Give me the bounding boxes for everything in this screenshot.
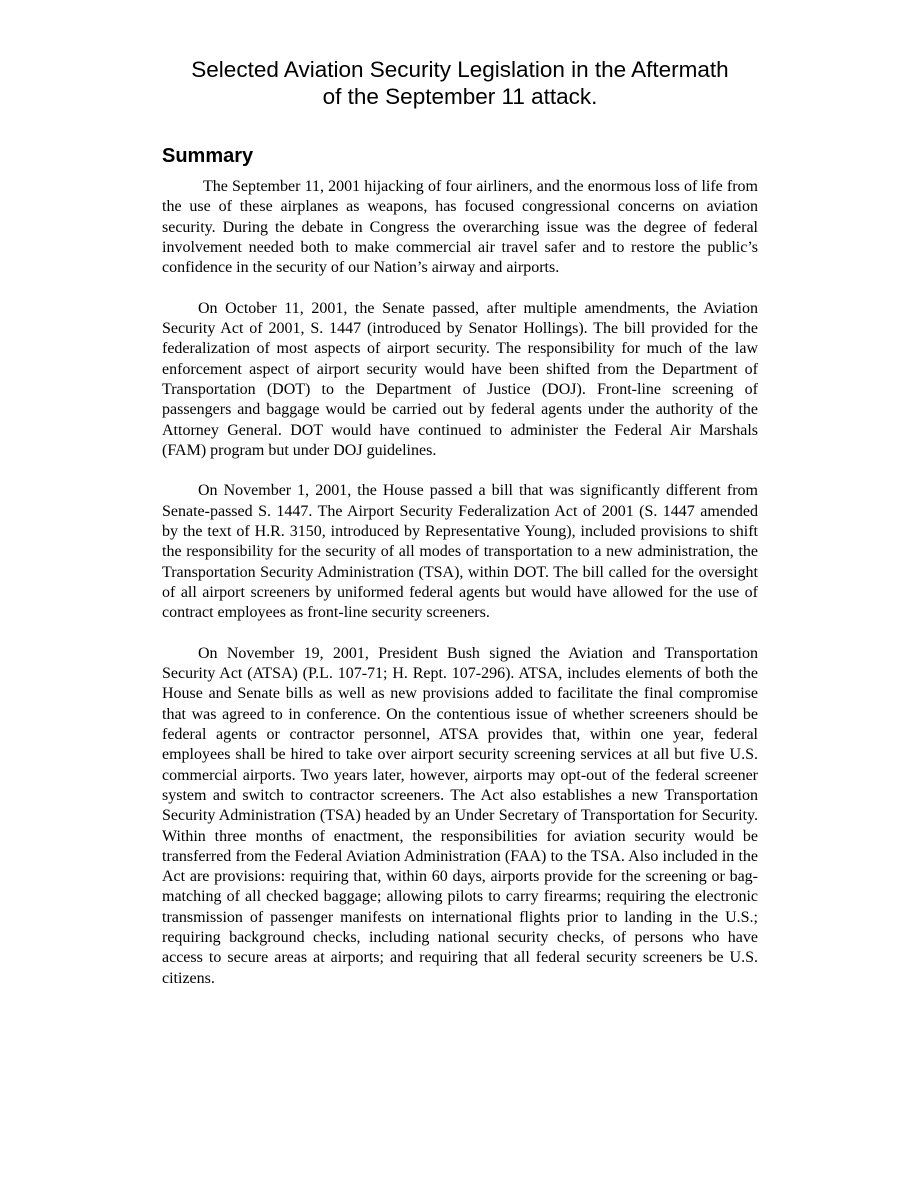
summary-paragraph-2: On October 11, 2001, the Senate passed, after multiple amendments, the Aviation Security Act of 2001, S. 1447 (introduced by Senator Hollings). The bill provided for the federalization of most aspects of airport security. The responsibility for much of the law enforcement aspect of airport security would have been shifted from the Department of Transportation (DOT) to the Department of Justice (DOJ). Front-line screening of passengers and baggage would be carried out by federal agents under the authority of the Attorney General. DOT would have continued to administer the Federal Air Marshals (FAM) program but under DOJ guidelines. [162, 299, 758, 459]
summary-paragraph-1: The September 11, 2001 hijacking of four airliners, and the enormous loss of life from the use of these airplanes as weapons, has focused congressional concerns on aviation security. During the debate in Congress the overarching issue was the degree of federal involvement needed both to make commercial air travel safer and to restore the public’s confidence in the security of our Nation’s airway and airports. [162, 178, 758, 277]
summary-paragraph-4: On November 19, 2001, President Bush signed the Aviation and Transportation Security Act (ATSA) (P.L. 107-71; H. Rept. 107-296). ATSA, includes elements of both the House and Senate bills as well as new provisions added to facilitate the final compromise that was agreed to in conference. On the contentious issue of whether screeners should be federal agents or contractor personnel, ATSA provides that, within one year, federal employees shall be hired to take over airport security screening services at all but five U.S. commercial airports. Two years later, however, airports may opt-out of the federal screener system and switch to contractor screeners. The Act also establishes a new Transportation Security Administration (TSA) headed by an Under Secretary of Transportation for Security. Within three months of enactment, the responsibilities for aviation security would be transferred from the Federal Aviation Administration (FAA) to the TSA. Also included in the Act are provisions: requiring that, within 60 days, airports provide for the screening or bag-matching of all checked baggage; allowing pilots to carry firearms; requiring the electronic transmission of passenger manifests on international flights prior to landing in the U.S.; requiring background checks, including national security checks, of persons who have access to secure areas at airports; and requiring that all federal security screeners be U.S. citizens. [162, 644, 758, 987]
document-title-line-2: of the September 11 attack. [322, 84, 598, 109]
summary-paragraph-3: On November 1, 2001, the House passed a bill that was significantly different from Senate-passed S. 1447. The Airport Security Federalization Act of 2001 (S. 1447 amended by the text of H.R. 3150, introduced by Representative Young), included provisions to shift the responsibility for the security of all modes of transportation to a new administration, the Transportation Security Administration (TSA), within DOT. The bill called for the oversight of all airport screeners by uniformed federal agents but would have allowed for the use of contract employees as front-line security screeners. [162, 482, 758, 622]
section-heading-summary: Summary [162, 145, 254, 167]
document-page [162, 0, 758, 989]
document-title [162, 56, 758, 110]
document-title-line-1: Selected Aviation Security Legislation in the Aftermath [191, 57, 729, 82]
